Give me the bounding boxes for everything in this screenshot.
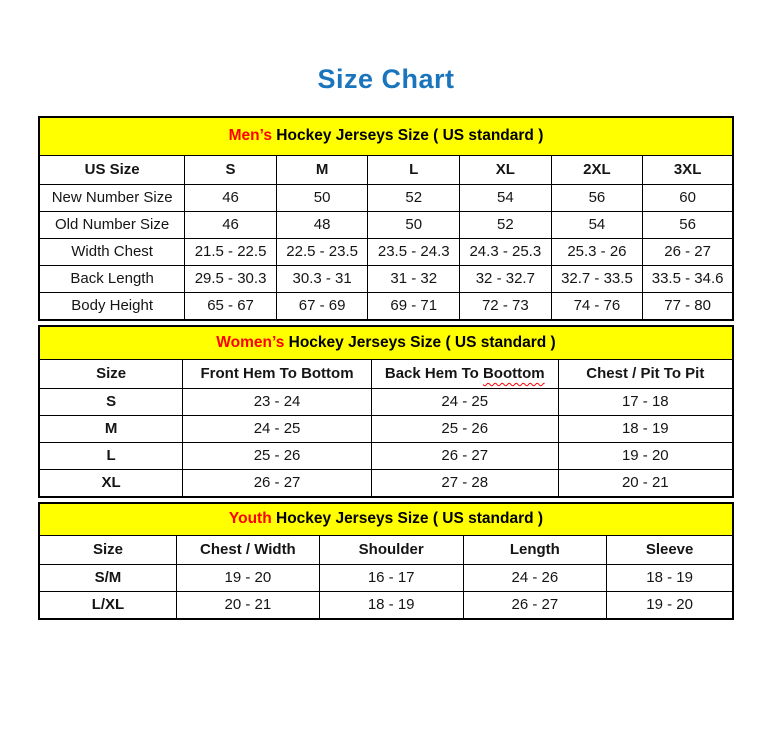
column-header-text: Back Hem To: [384, 365, 483, 383]
cell: 52: [460, 211, 552, 238]
cell: 29.5 - 30.3: [185, 265, 277, 292]
youth-size-table: [38, 502, 734, 620]
cell: 50: [368, 211, 460, 238]
womens-size-section: [38, 325, 734, 499]
cell: 67 - 69: [276, 292, 368, 320]
band-row: [39, 117, 733, 155]
mens-size-table: [38, 116, 734, 321]
cell: 26 - 27: [371, 443, 558, 470]
row-label: L/XL: [39, 591, 176, 619]
column-header-row: [39, 155, 733, 184]
table-row: [39, 265, 733, 292]
cell: 74 - 76: [551, 292, 643, 320]
cell: 56: [551, 184, 643, 211]
cell: 50: [276, 184, 368, 211]
column-header: 3XL: [643, 155, 733, 184]
row-label: L: [39, 443, 183, 470]
youth-band-title: [39, 503, 733, 535]
column-header: Size: [39, 360, 183, 389]
cell: 18 - 19: [319, 591, 463, 619]
cell: 25 - 26: [183, 443, 372, 470]
row-label: M: [39, 416, 183, 443]
row-label: S/M: [39, 564, 176, 591]
band-highlight: Women’s: [216, 333, 285, 351]
cell: 19 - 20: [607, 591, 733, 619]
cell: 27 - 28: [371, 470, 558, 498]
cell: 52: [368, 184, 460, 211]
cell: 25.3 - 26: [551, 238, 643, 265]
cell: 24.3 - 25.3: [460, 238, 552, 265]
cell: 26 - 27: [643, 238, 733, 265]
table-row: [39, 591, 733, 619]
cell: 32.7 - 33.5: [551, 265, 643, 292]
table-row: [39, 470, 733, 498]
row-label: S: [39, 389, 183, 416]
cell: 26 - 27: [183, 470, 372, 498]
table-row: [39, 184, 733, 211]
cell: 23 - 24: [183, 389, 372, 416]
cell: 25 - 26: [371, 416, 558, 443]
cell: 19 - 20: [176, 564, 319, 591]
column-header: XL: [460, 155, 552, 184]
column-header: [371, 360, 558, 389]
size-tables: [38, 116, 734, 620]
column-header-row: [39, 535, 733, 564]
column-header: Front Hem To Bottom: [183, 360, 372, 389]
cell: 46: [185, 211, 277, 238]
table-row: [39, 211, 733, 238]
table-row: [39, 389, 733, 416]
cell: 56: [643, 211, 733, 238]
cell: 21.5 - 22.5: [185, 238, 277, 265]
cell: 60: [643, 184, 733, 211]
cell: 31 - 32: [368, 265, 460, 292]
column-header: Shoulder: [319, 535, 463, 564]
cell: 32 - 32.7: [460, 265, 552, 292]
row-label: Old Number Size: [39, 211, 185, 238]
band-title-rest: Hockey Jerseys Size ( US standard ): [284, 333, 556, 351]
size-chart-document: [38, 64, 734, 620]
cell: 17 - 18: [558, 389, 733, 416]
cell: 19 - 20: [558, 443, 733, 470]
band-highlight: Men’s: [228, 127, 272, 145]
cell: 54: [551, 211, 643, 238]
misspelled-word-wavy-underline: Boottom: [482, 365, 545, 383]
womens-size-table: [38, 325, 734, 499]
band-title-rest: Hockey Jerseys Size ( US standard ): [271, 510, 544, 528]
column-header-row: [39, 360, 733, 389]
column-header: M: [276, 155, 368, 184]
band-row: [39, 326, 733, 360]
cell: 23.5 - 24.3: [368, 238, 460, 265]
band-highlight: Youth: [228, 510, 272, 528]
column-header: S: [185, 155, 277, 184]
cell: 24 - 26: [463, 564, 607, 591]
cell: 65 - 67: [185, 292, 277, 320]
cell: 30.3 - 31: [276, 265, 368, 292]
cell: 46: [185, 184, 277, 211]
cell: 22.5 - 23.5: [276, 238, 368, 265]
cell: 18 - 19: [607, 564, 733, 591]
column-header: Size: [39, 535, 176, 564]
cell: 48: [276, 211, 368, 238]
cell: 69 - 71: [368, 292, 460, 320]
column-header: Length: [463, 535, 607, 564]
row-label: Width Chest: [39, 238, 185, 265]
cell: 16 - 17: [319, 564, 463, 591]
youth-size-section: [38, 502, 734, 620]
table-row: [39, 238, 733, 265]
cell: 33.5 - 34.6: [643, 265, 733, 292]
row-label: XL: [39, 470, 183, 498]
column-header: Sleeve: [607, 535, 733, 564]
table-row: [39, 292, 733, 320]
cell: 24 - 25: [371, 389, 558, 416]
row-label: New Number Size: [39, 184, 185, 211]
table-row: [39, 416, 733, 443]
column-header: L: [368, 155, 460, 184]
cell: 72 - 73: [460, 292, 552, 320]
cell: 20 - 21: [558, 470, 733, 498]
band-row: [39, 503, 733, 535]
table-row: [39, 564, 733, 591]
cell: 24 - 25: [183, 416, 372, 443]
cell: 20 - 21: [176, 591, 319, 619]
cell: 26 - 27: [463, 591, 607, 619]
cell: 77 - 80: [643, 292, 733, 320]
cell: 18 - 19: [558, 416, 733, 443]
mens-size-section: [38, 116, 734, 321]
row-label: Body Height: [39, 292, 185, 320]
mens-band-title: [39, 117, 733, 155]
cell: 54: [460, 184, 552, 211]
column-header: Chest / Pit To Pit: [558, 360, 733, 389]
column-header: 2XL: [551, 155, 643, 184]
womens-band-title: [39, 326, 733, 360]
page-title: Size Chart: [317, 64, 455, 94]
table-row: [39, 443, 733, 470]
column-header: US Size: [39, 155, 185, 184]
column-header: Chest / Width: [176, 535, 319, 564]
row-label: Back Length: [39, 265, 185, 292]
band-title-rest: Hockey Jerseys Size ( US standard ): [271, 127, 544, 145]
